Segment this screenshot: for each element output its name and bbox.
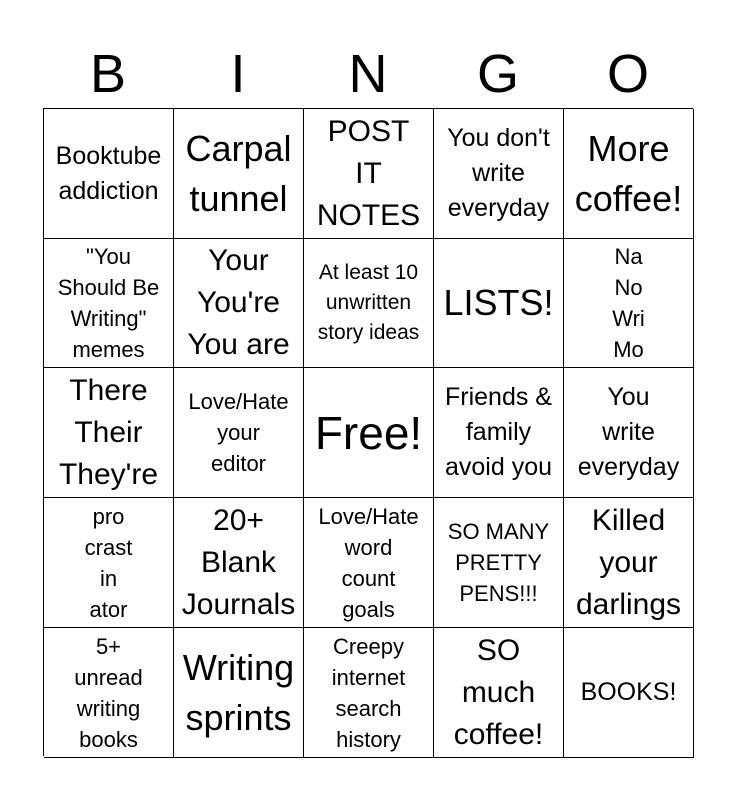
- cell-text: Na No Wri Mo: [612, 243, 645, 362]
- bingo-cell-r1c2[interactable]: [174, 109, 304, 239]
- bingo-cell-r4c5[interactable]: [564, 498, 694, 628]
- bingo-cell-r4c3[interactable]: [304, 498, 434, 628]
- bingo-cell-r2c1[interactable]: [44, 238, 174, 368]
- bingo-cell-r3c3-free[interactable]: [304, 368, 434, 498]
- cell-text: Friends & family avoid you: [444, 383, 553, 481]
- bingo-cell-r5c5[interactable]: [564, 628, 694, 758]
- header-letter-i: I: [230, 44, 246, 104]
- cell-text: 5+ unread writing books: [74, 633, 143, 752]
- cell-text: Writing sprints: [182, 646, 295, 738]
- bingo-cell-r1c4[interactable]: [434, 109, 564, 239]
- header-letter-b: B: [89, 44, 127, 104]
- cell-text: SO MANY PRETTY PENS!!!: [447, 519, 550, 606]
- bingo-cell-r5c3[interactable]: [304, 628, 434, 758]
- bingo-cell-r5c4[interactable]: [434, 628, 564, 758]
- cell-text: Booktube addiction: [55, 141, 162, 205]
- bingo-cell-r4c2[interactable]: [174, 498, 304, 628]
- cell-text: Your You're You are: [187, 243, 290, 361]
- header-letter-g: G: [476, 44, 519, 104]
- cell-text: You write everyday: [577, 383, 680, 481]
- bingo-header: [43, 40, 693, 108]
- bingo-cell-r1c3[interactable]: [304, 109, 434, 239]
- bingo-cell-r5c2[interactable]: [174, 628, 304, 758]
- bingo-cell-r2c4[interactable]: [434, 238, 564, 368]
- bingo-cell-r1c5[interactable]: [564, 109, 694, 239]
- cell-text: Carpal tunnel: [185, 127, 292, 219]
- bingo-cell-r1c1[interactable]: [44, 109, 174, 239]
- cell-text: POST IT NOTES: [316, 114, 421, 232]
- bingo-cell-r3c4[interactable]: [434, 368, 564, 498]
- bingo-cell-r2c5[interactable]: [564, 238, 694, 368]
- bingo-cell-r4c1[interactable]: [44, 498, 174, 628]
- cell-text: "You Should Be Writing" memes: [57, 243, 160, 362]
- bingo-cell-r2c3[interactable]: [304, 238, 434, 368]
- bingo-cell-r4c4[interactable]: [434, 498, 564, 628]
- cell-text: Free!: [314, 406, 423, 459]
- bingo-cell-r2c2[interactable]: [174, 238, 304, 368]
- cell-text: 20+ Blank Journals: [181, 503, 296, 621]
- cell-text: More coffee!: [574, 127, 683, 219]
- bingo-cell-r3c1[interactable]: [44, 368, 174, 498]
- bingo-board: [43, 108, 693, 756]
- cell-text: SO much coffee!: [453, 633, 544, 751]
- cell-text: Love/Hate word count goals: [318, 503, 419, 622]
- cell-text: LISTS!: [443, 281, 554, 323]
- bingo-cell-r3c5[interactable]: [564, 368, 694, 498]
- bingo-cell-r5c1[interactable]: [44, 628, 174, 758]
- cell-text: You don't write everyday: [447, 124, 550, 222]
- cell-text: Love/Hate your editor: [188, 389, 289, 476]
- cell-text: pro crast in ator: [84, 503, 133, 622]
- header-letter-n: N: [348, 44, 388, 104]
- cell-text: At least 10 unwritten story ideas: [317, 260, 420, 344]
- cell-text: There Their They're: [58, 373, 159, 491]
- cell-text: Killed your darlings: [575, 503, 682, 621]
- cell-text: BOOKS!: [580, 678, 677, 706]
- cell-text: Creepy internet search history: [331, 633, 406, 752]
- header-letter-o: O: [606, 44, 649, 104]
- bingo-cell-r3c2[interactable]: [174, 368, 304, 498]
